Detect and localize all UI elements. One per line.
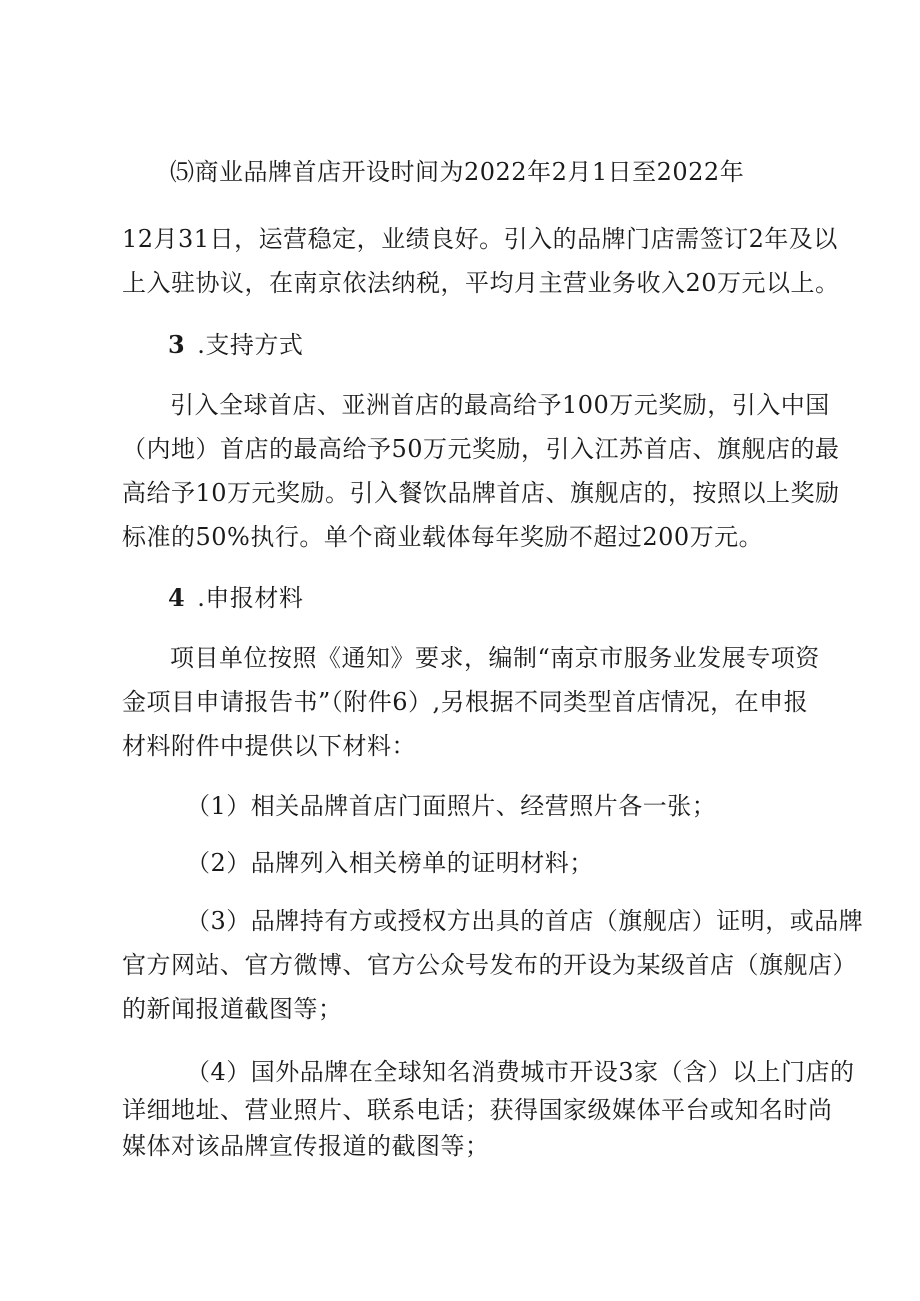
section-3-line-3: 高给予10万元奖励。引入餐饮品牌首店、旗舰店的，按照以上奖励 [122, 479, 840, 507]
section-4-line-3: 材料附件中提供以下材料： [122, 732, 416, 760]
paragraph-5-line-2: 12月31日，运营稳定，业绩良好。引入的品牌门店需签订2年及以 [122, 225, 838, 253]
section-4-heading [168, 583, 303, 613]
section-3-title: .支持方式 [197, 331, 304, 359]
paragraph-5-line-3: 上入驻协议，在南京依法纳税，平均月主营业务收入20万元以上。 [122, 269, 840, 297]
section-3-number: 3 [168, 330, 186, 359]
list-item-4-line-1: （4）国外品牌在全球知名消费城市开设3家（含）以上门店的 [186, 1058, 855, 1086]
list-item-4-line-2: 详细地址、营业照片、联系电话；获得国家级媒体平台或知名时尚 [122, 1096, 833, 1124]
section-4-title: .申报材料 [197, 584, 304, 612]
list-item-3-line-2: 官方网站、官方微博、官方公众号发布的开设为某级首店（旗舰店） [122, 951, 857, 979]
section-3-line-2: （内地）首店的最高给予50万元奖励，引入江苏首店、旗舰店的最 [122, 435, 840, 463]
list-item-1: （1）相关品牌首店门面照片、经营照片各一张； [186, 792, 717, 820]
paragraph-5-line-1: ⑸商业品牌首店开设时间为2022年2月1日至2022年 [170, 158, 745, 186]
list-item-2: （2）品牌列入相关榜单的证明材料； [186, 849, 594, 877]
section-4-line-1: 项目单位按照《通知》要求，编制“南京市服务业发展专项资 [170, 644, 820, 672]
section-3-line-1: 引入全球首店、亚洲首店的最高给予100万元奖励，引入中国 [170, 391, 830, 419]
list-item-3-line-1: （3）品牌持有方或授权方出具的首店（旗舰店）证明，或品牌 [186, 907, 864, 935]
section-4-line-2: 金项目申请报告书”（附件6）,另根据不同类型首店情况，在申报 [122, 688, 809, 716]
section-4-number: 4 [168, 583, 186, 612]
section-3-heading [168, 330, 303, 360]
section-3-line-4: 标准的50%执行。单个商业载体每年奖励不超过200万元。 [122, 523, 764, 551]
list-item-3-line-3: 的新闻报道截图等； [122, 995, 343, 1023]
list-item-4-line-3: 媒体对该品牌宣传报道的截图等； [122, 1132, 490, 1160]
